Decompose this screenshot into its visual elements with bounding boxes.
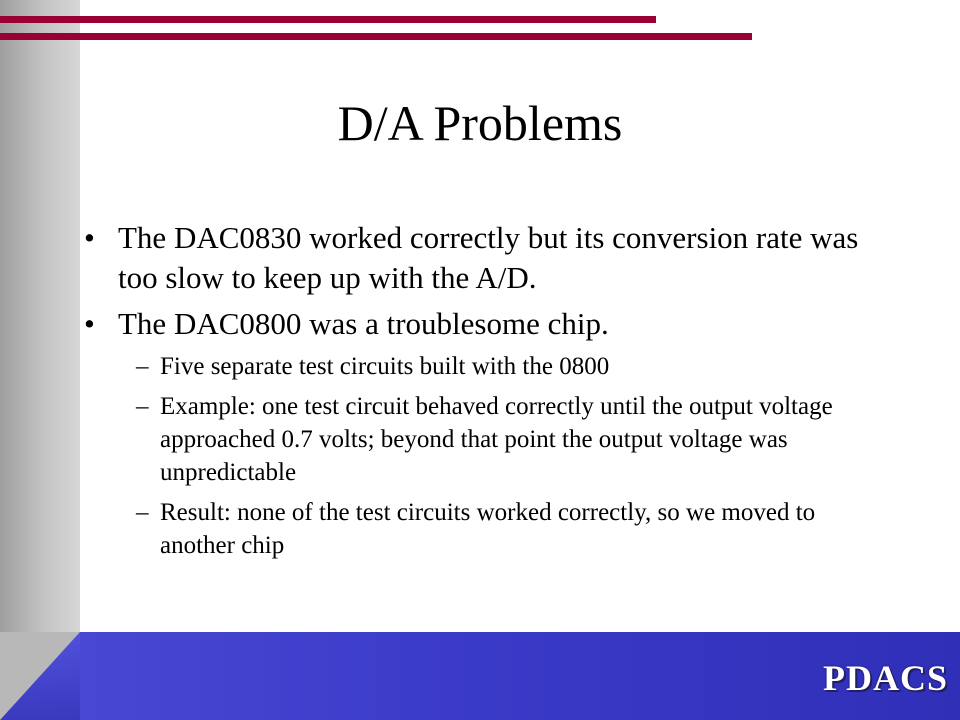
bullet-text: The DAC0800 was a troublesome chip. — [118, 306, 609, 341]
bullet-marker: • — [84, 306, 95, 341]
sub-bullet-marker: – — [136, 499, 149, 526]
sub-bullet-text: Five separate test circuits built with the 0800 — [160, 353, 610, 380]
bullet-marker: • — [84, 220, 95, 255]
sub-bullet-text: Example: one test circuit behaved correctly until the output voltage approached 0.7 volts; beyond that point the output voltage was unpredictable — [160, 393, 833, 486]
bullet-text: The DAC0830 worked correctly but its conversion rate was too slow to keep up with the A/D. — [118, 220, 859, 295]
sub-bullet-item — [80, 350, 880, 383]
bullet-item — [80, 304, 880, 344]
top-accent-stripe — [0, 16, 656, 23]
sub-bullet-item — [80, 390, 880, 489]
second-accent-stripe — [0, 33, 752, 40]
slide-content — [80, 218, 880, 569]
footer-band — [0, 632, 960, 720]
brand-logo-text: PDACS — [822, 658, 948, 698]
sub-bullet-marker: – — [136, 353, 149, 380]
sub-bullet-text: Result: none of the test circuits worked correctly, so we moved to another chip — [160, 499, 816, 559]
slide-title: D/A Problems — [337, 95, 623, 151]
left-gray-band — [0, 0, 80, 720]
sub-bullet-marker: – — [136, 393, 149, 420]
bullet-item — [80, 218, 880, 298]
sub-bullet-item — [80, 496, 880, 562]
